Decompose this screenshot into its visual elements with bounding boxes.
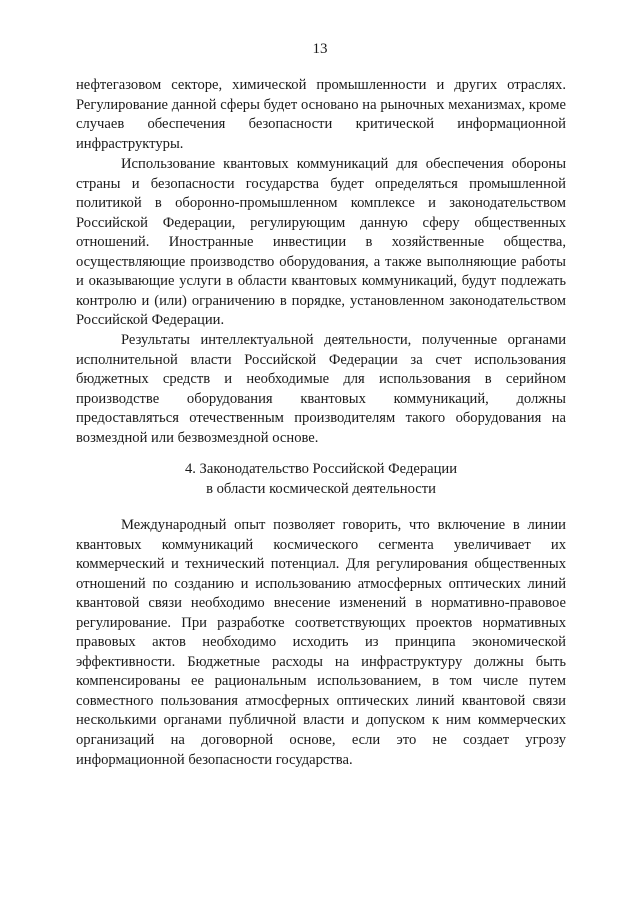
paragraph-text: Международный опыт позволяет говорить, что включение в линии квантовых коммуникаций космического сегмента увеличивает их коммерческий и технический потенциал. Для регулирования общественных отношений по созданию и использованию атмосферных оптических линий квантовой связи необходимо внесение изменений в нормативно-правовое регулирование. При разработке соответствующих проектов нормативных правовых актов необходимо исходить из принципа экономической эффективности. Бюджетные расходы на инфраструктуру должны быть компенсированы ее рациональным использованием, в том числе путем совместного пользования атмосферных оптических линий квантовой связи несколькими органами публичной власти и допуском к ним коммерческих организаций на договорной основе, если это не создает угрозу информационной безопасности государства.: [76, 517, 566, 768]
paragraph-text: Использование квантовых коммуникаций для обеспечения обороны страны и безопасности государства будет определяться промышленной политикой в оборонно-промышленном комплексе и законодательством Российской Федерации, регулирующим данную сферу общественных отношений. Иностранные инвестиции в хозяйственные общества, осуществляющие производство оборудования, а также выполняющие работы и оказывающие услуги в области квантовых коммуникаций, будут подлежать контролю и (или) ограничению в порядке, установленном законодательством Российской Федерации.: [76, 156, 566, 329]
paragraph-text: нефтегазовом секторе, химической промышленности и других отраслях. Регулирование данной сферы будет основано на рыночных механизмах, кроме случаев обеспечения безопасности критической информационной инфраструктуры.: [76, 77, 566, 152]
section-heading-line-1: 4. Законодательство Российской Федерации: [184, 461, 458, 477]
paragraph-defense: [76, 155, 566, 331]
paragraph-intellectual-property: [76, 331, 566, 448]
section-heading-line-2: в области космической деятельности: [206, 480, 436, 497]
paragraph-space-activity: [76, 516, 566, 770]
paragraph-text: Результаты интеллектуальной деятельности, полученные органами исполнительной власти Российской Федерации за счет использования бюджетных средств и необходимые для использования в серийном производстве оборудования квантовых коммуникаций, должны предоставляться отечественным производителям такого оборудования на возмездной или безвозмездной основе.: [76, 332, 566, 446]
paragraph-continuation: [76, 76, 566, 154]
section-heading: [76, 460, 566, 499]
page-number: 13: [312, 41, 328, 57]
